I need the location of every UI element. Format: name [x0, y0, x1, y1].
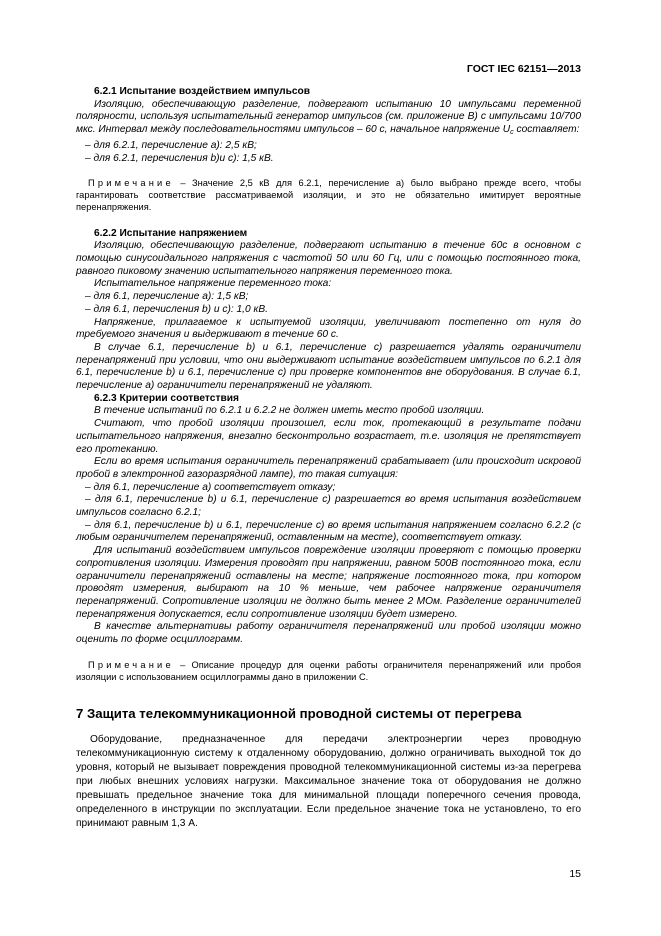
document-body	[76, 86, 581, 831]
note-text: – Описание процедур для оценки работы ограничителя перенапряжений или пробоя изоляции с использованием осциллограммы дано в приложении С.	[76, 659, 581, 682]
section-6-2-2-title: 6.2.2 Испытание напряжением	[94, 227, 248, 239]
note	[76, 178, 581, 213]
paragraph-text-end: составляет:	[513, 124, 580, 136]
note-label: Примечание	[88, 659, 174, 670]
list-item: – для 6.1, перечисление b) и 6.1, перечисление с) разрешается во время испытания воздействием импульсов согласно 6.2.1;	[76, 494, 581, 519]
note-text: – Значение 2,5 кВ для 6.2.1, перечисление а) было выбрано прежде всего, чтобы гарантировать соответствие рассматриваемой изоляции, и это не обязательно имитирует вероятные перенапряжения.	[76, 178, 581, 212]
list-item: – для 6.1, перечисление а): 1,5 кВ;	[85, 291, 249, 303]
section-6-2-3-title: 6.2.3 Критерии соответствия	[94, 392, 239, 404]
paragraph: Для испытаний воздействием импульсов повреждение изоляции проверяют с помощью проверки сопротивления изоляции. Измерения проводят при напряжении, равном 500В постоянного тока, если ограничители перенапряжений оставлены на месте; напряжение постоянного тока, при котором проводят измерения, выбирают на 10 % меньше, чем рабочее напряжение ограничителя перенапряжений. Сопротивление изоляции не должно быть менее 2 МОм. Разделение ограничителей перенапряжения допускается, если сопротивление изоляции будет измерено.	[76, 545, 581, 620]
list-item: – для 6.2.1, перечисления b)и с): 1,5 кВ.	[85, 152, 274, 164]
note	[76, 660, 581, 684]
note-label: Примечание	[88, 178, 174, 189]
document-id-header: ГОСТ IEC 62151—2013	[466, 63, 581, 75]
paragraph: Оборудование, предназначенное для передачи электроэнергии через проводную телекоммуникационную систему к отдаленному оборудованию, должно ограничивать выходной ток до уровня, который не вызывает повреждения проводной телекоммуникационной системы из-за перегрева при любых внешних условиях нагрузки. Максимальное значение тока от оборудования не должно превышать предельное значение тока для минимальной площади поперечного сечения провода, определенного в инструкции по эксплуатации. Если предельное значение тока не установлено, то его принимают равным 1,3 А.	[76, 734, 581, 830]
paragraph: Если во время испытания ограничитель перенапряжений срабатывает (или происходит искровой пробой в электронной газоразрядной лампе), то такая ситуация:	[76, 456, 581, 480]
section-7	[76, 733, 581, 831]
list-item: – для 6.1, перечисления b) и с): 1,0 кВ.	[85, 303, 268, 315]
paragraph: В качестве альтернативы работу ограничителя перенапряжений или пробой изоляции можно оценить по форме осциллограмм.	[76, 621, 581, 646]
paragraph-text: Изоляцию, обеспечивающую разделение, подвергают испытанию 10 импульсами переменной полярности, используя испытательный генератор импульсов (см. приложение В) с импульсами 10/700 мкс. Интервал между последовательностями импульсов – 60 с, начальное напряжение U	[76, 98, 581, 136]
paragraph: Изоляцию, обеспечивающую разделение, подвергают испытанию в течение 60с в основном с помощью синусоидального напряжения с частотой 50 или 60 Гц, или с помощью постоянного тока, равного пиковому значению испытательного напряжения переменного тока.	[76, 240, 581, 277]
paragraph: В случае 6.1, перечисление b) и 6.1, перечисление с) разрешается удалять ограничители перенапряжений при условии, что они выдерживают испытание воздействием импульсов по 6.2.1 для 6.1, перечисление b) и 6.1, перечисление с) при проверке компонентов вне оборудования. В случае 6.1, перечисление а) ограничители перенапряжений не удаляют.	[76, 341, 581, 392]
list-item: – для 6.2.1, перечисление а): 2,5 кВ;	[85, 139, 257, 151]
subscript: с	[510, 129, 514, 137]
section-7-title: 7 Защита телекоммуникационной проводной системы от перегрева	[76, 706, 522, 722]
section-6-2-1-title: 6.2.1 Испытание воздействием импульсов	[94, 86, 311, 97]
paragraph: Напряжение, прилагаемое к испытуемой изоляции, увеличивают постепенно от нуля до требуемого значения и выдерживают в течение 60 с.	[76, 316, 581, 341]
page-number: 15	[569, 868, 581, 880]
paragraph: Испытательное напряжение переменного тока:	[94, 278, 332, 290]
list-item: – для 6.1, перечисление а) соответствует отказу;	[85, 481, 336, 493]
paragraph: Считают, что пробой изоляции произошел, если ток, протекающий в результате подачи испытательного напряжения, внезапно бесконтрольно возрастает, т.е. изоляция не препятствует его протеканию.	[76, 418, 581, 455]
paragraph: В течение испытаний по 6.2.1 и 6.2.2 не должен иметь место пробой изоляции.	[94, 405, 485, 417]
list-item: – для 6.1, перечисление b) и 6.1, перечисление с) во время испытания напряжением согласно 6.2.2 (с любым ограничителем перенапряжений, оставленным на месте), соответствует отказу.	[76, 519, 581, 544]
section-6-2-1-paragraph	[76, 99, 581, 140]
